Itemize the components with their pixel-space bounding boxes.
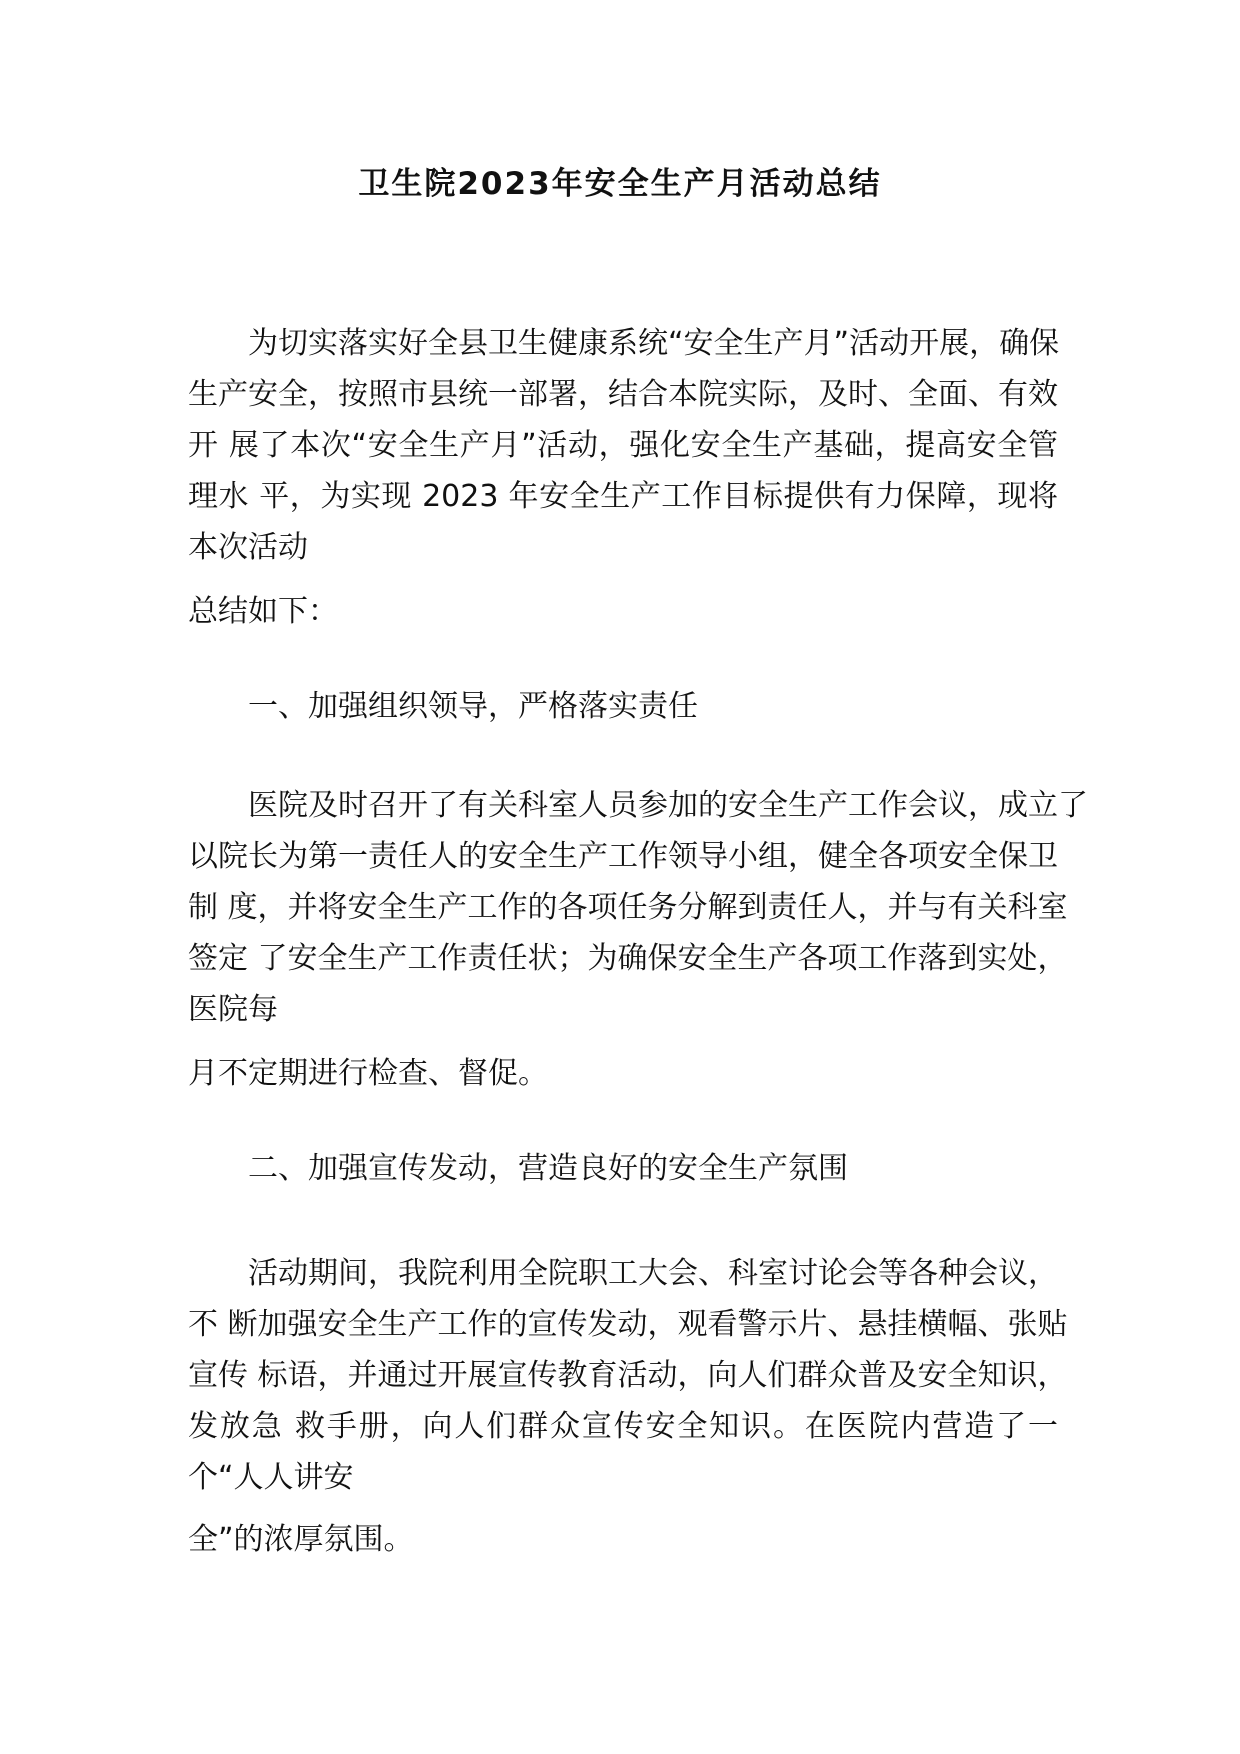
- paragraph-line: 医院每: [188, 992, 278, 1027]
- paragraph-line: 开 展了本次“安全生产月”活动，强化安全生产基础，提高安全管: [188, 428, 1058, 463]
- paragraph-line: 全”的浓厚氛围。: [188, 1522, 414, 1557]
- document-title: 卫生院2023年安全生产月活动总结: [358, 166, 882, 202]
- section-heading: 二、加强宣传发动，营造良好的安全生产氛围: [248, 1151, 848, 1186]
- paragraph-line: 月不定期进行检查、督促。: [188, 1056, 548, 1091]
- paragraph-line: 签定 了安全生产工作责任状；为确保安全生产各项工作落到实处，: [188, 941, 1068, 976]
- paragraph-line: 医院及时召开了有关科室人员参加的安全生产工作会议，成立了: [248, 788, 1088, 823]
- paragraph-line: 总结如下：: [188, 594, 338, 629]
- paragraph-line: 本次活动: [188, 530, 308, 565]
- paragraph-line: 活动期间，我院利用全院职工大会、科室讨论会等各种会议，: [248, 1256, 1058, 1291]
- paragraph-line: 发放急 救手册，向人们群众宣传安全知识。在医院内营造了一: [188, 1409, 1058, 1444]
- paragraph-line: 生产安全，按照市县统一部署，结合本院实际，及时、全面、有效: [188, 377, 1058, 412]
- paragraph-line: 为切实落实好全县卫生健康系统“安全生产月”活动开展，确保: [248, 326, 1060, 361]
- section-heading: 一、加强组织领导，严格落实责任: [248, 689, 698, 724]
- paragraph-line: 理水 平，为实现 2023 年安全生产工作目标提供有力保障，现将: [188, 479, 1058, 514]
- paragraph-line: 制 度，并将安全生产工作的各项任务分解到责任人，并与有关科室: [188, 890, 1068, 925]
- paragraph-line: 个“人人讲安: [188, 1460, 354, 1495]
- paragraph-line: 以院长为第一责任人的安全生产工作领导小组，健全各项安全保卫: [188, 839, 1058, 874]
- paragraph-line: 宣传 标语，并通过开展宣传教育活动，向人们群众普及安全知识，: [188, 1358, 1068, 1393]
- paragraph-line: 不 断加强安全生产工作的宣传发动，观看警示片、悬挂横幅、张贴: [188, 1307, 1068, 1342]
